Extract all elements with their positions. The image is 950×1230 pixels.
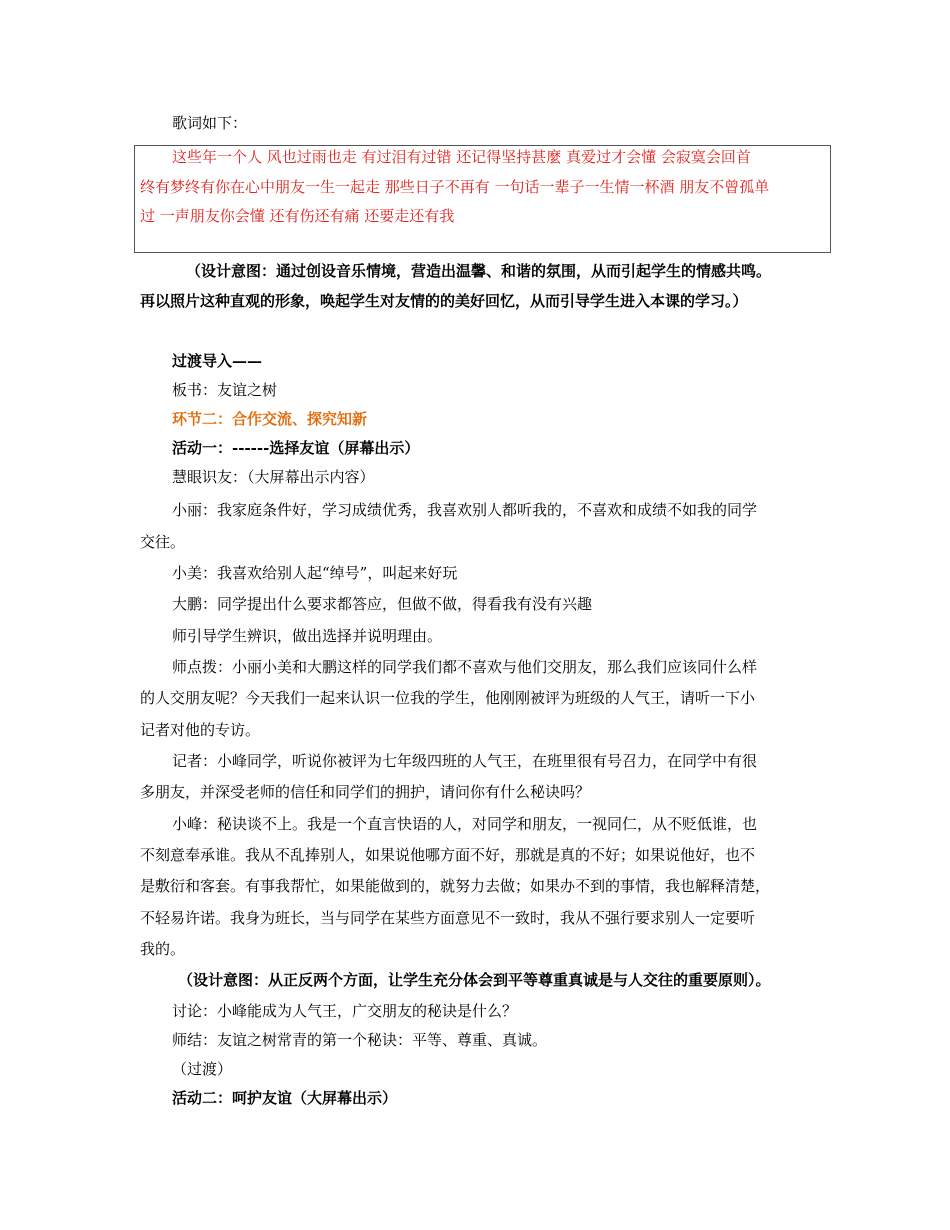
xiaofeng-line-1: 小峰：秘诀谈不上。我是一个直言快语的人，对同学和朋友，一视同仁，从不贬低谁，也 <box>172 815 758 833</box>
teacher-point-line-2: 的人交朋友呢？今天我们一起来认识一位我的学生，他刚刚被评为班级的人气王，请听一下小 <box>140 689 756 707</box>
lyrics-line-1: 这些年一个人 风也过雨也走 有过泪有过错 还记得坚持甚麼 真爱过才会懂 会寂寞会回首 <box>172 148 751 166</box>
activity-1-heading: 活动一：------选择友谊（屏幕出示） <box>172 439 420 457</box>
xiaomei: 小美：我喜欢给别人起“绰号”，叫起来好玩 <box>172 564 458 582</box>
dapeng: 大鹏：同学提出什么要求都答应，但做不做，得看我有没有兴趣 <box>172 595 593 613</box>
transition-intro: 过渡导入—— <box>172 352 263 370</box>
reporter-line-1: 记者：小峰同学，听说你被评为七年级四班的人气王，在班里很有号召力，在同学中有很 <box>172 752 758 770</box>
design-intent-1-line-1: （设计意图：通过创设音乐情境，营造出温馨、和谐的氛围，从而引起学生的情感共鸣。 <box>186 262 772 280</box>
reporter-line-2: 多朋友，并深受老师的信任和同学们的拥护，请问你有什么秘诀吗？ <box>140 783 591 801</box>
lyrics-line-3: 过 一声朋友你会懂 还有伤还有痛 还要走还有我 <box>140 207 455 225</box>
teacher-point-line-3: 记者对他的专访。 <box>140 721 261 739</box>
discussion: 讨论：小峰能成为人气王，广交朋友的秘诀是什么？ <box>172 1002 518 1020</box>
teacher-point-line-1: 师点拨：小丽小美和大鹏这样的同学我们都不喜欢与他们交朋友，那么我们应该同什么样 <box>172 658 758 676</box>
teacher-guide: 师引导学生辨识，做出选择并说明理由。 <box>172 627 443 645</box>
xiaofeng-line-4: 不轻易许诺。我身为班长，当与同学在某些方面意见不一致时，我从不强行要求别人一定要听 <box>140 909 756 927</box>
xiaofeng-line-2: 不刻意奉承谁。我从不乱捧别人，如果说他哪方面不好，那就是真的不好；如果说他好，也不 <box>140 846 756 864</box>
section-2-heading: 环节二：合作交流、探究知新 <box>172 410 368 428</box>
design-intent-1-line-2: 再以照片这种直观的形象，唤起学生对友情的的美好回忆，从而引导学生进入本课的学习。） <box>140 292 748 310</box>
board-writing: 板书：友谊之树 <box>172 381 278 399</box>
lyrics-intro: 歌词如下： <box>172 114 248 132</box>
xiaoli-line-2: 交往。 <box>140 533 186 551</box>
xiaofeng-line-3: 是敷衍和客套。有事我帮忙，如果能做到的，就努力去做；如果办不到的事情，我也解释清楚， <box>140 877 771 895</box>
xiaoli-line-1: 小丽：我家庭条件好，学习成绩优秀，我喜欢别人都听我的，不喜欢和成绩不如我的同学 <box>172 501 758 519</box>
teacher-summary: 师结：友谊之树常青的第一个秘诀：平等、尊重、真诚。 <box>172 1031 548 1049</box>
xiaofeng-line-5: 我的。 <box>140 940 186 958</box>
lyrics-line-2: 终有梦终有你在心中朋友一生一起走 那些日子不再有 一句话一辈子一生情一杯酒 朋友不曾孤单 <box>140 178 770 196</box>
design-intent-2: （设计意图：从正反两个方面，让学生充分体会到平等尊重真诚是与人交往的重要原则）。 <box>178 971 771 989</box>
activity-2-heading: 活动二：呵护友谊（大屏幕出示） <box>172 1089 398 1107</box>
transition-note: （过渡） <box>172 1060 233 1078</box>
eye-test: 慧眼识友：（大屏幕出示内容） <box>172 468 375 486</box>
